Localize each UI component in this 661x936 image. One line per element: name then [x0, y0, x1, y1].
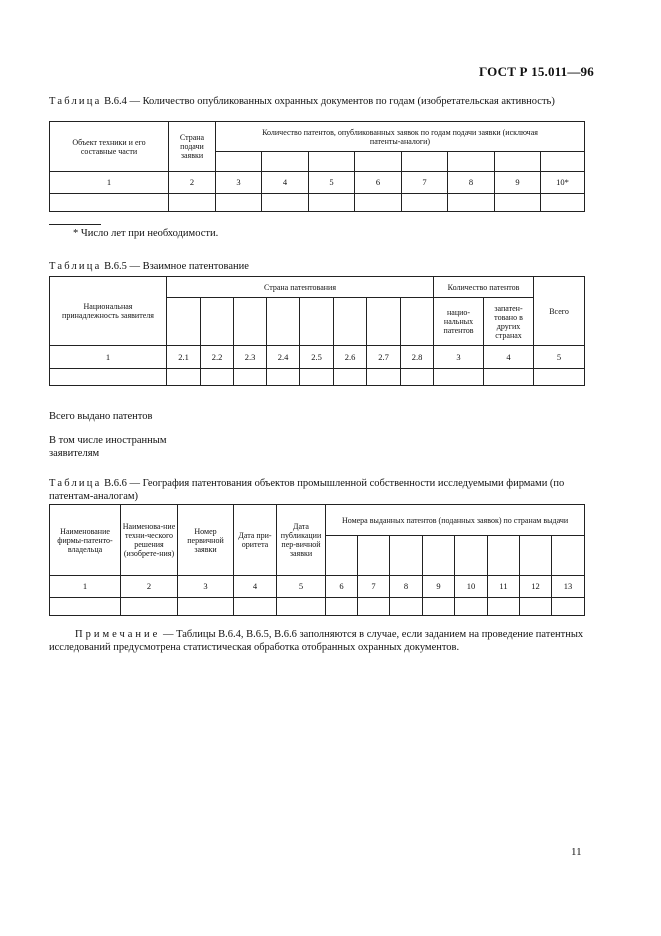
table1-caption	[49, 96, 589, 109]
foreign-line-2: заявителям	[49, 447, 100, 459]
col-number: 10	[455, 576, 488, 598]
col-number: 2.3	[234, 346, 267, 369]
data-cell	[121, 598, 178, 616]
country-cell	[552, 536, 585, 576]
country-cell	[488, 536, 520, 576]
data-cell	[216, 194, 262, 212]
year-cell	[216, 152, 262, 172]
data-cell	[201, 369, 234, 386]
col-number: 8	[390, 576, 423, 598]
col-number: 9	[423, 576, 455, 598]
col-number: 5	[309, 172, 355, 194]
caption-text: В.6.4 — Количество опубликованных охранных документов по годам (изобретательская активность)	[104, 96, 555, 107]
data-cell	[50, 598, 121, 616]
table2-caption	[49, 261, 589, 274]
col-number: 6	[326, 576, 358, 598]
data-cell	[390, 598, 423, 616]
country-cell	[520, 536, 552, 576]
data-cell	[520, 598, 552, 616]
col-number: 2.2	[201, 346, 234, 369]
caption-text: В.6.5 — Взаимное патентование	[104, 261, 249, 272]
data-cell	[234, 369, 267, 386]
caption-word: Таблица	[49, 261, 102, 272]
total-issued-label: Всего выдано патентов	[49, 411, 153, 422]
data-cell	[434, 369, 484, 386]
col-number: 13	[552, 576, 585, 598]
page-number: 11	[571, 846, 582, 858]
country-cell	[401, 298, 434, 346]
data-cell	[178, 598, 234, 616]
data-cell	[355, 194, 402, 212]
country-cell	[326, 536, 358, 576]
col-number: 4	[262, 172, 309, 194]
year-cell	[355, 152, 402, 172]
col-number: 5	[277, 576, 326, 598]
table2	[49, 276, 585, 386]
data-cell	[488, 598, 520, 616]
col-count-header: Количество патентов, опубликованных заявок по годам подачи заявки (исключая патенты-аналоги)	[216, 122, 585, 152]
country-cell	[334, 298, 367, 346]
note-label: Примечание	[75, 629, 161, 640]
data-cell	[167, 369, 201, 386]
col-number: 3	[178, 576, 234, 598]
data-cell	[277, 598, 326, 616]
data-cell	[401, 369, 434, 386]
data-cell	[402, 194, 448, 212]
note-text: — Таблицы В.6.4, В.6.5, В.6.6 заполняются в случае, если заданием на проведение патентных исследований предусмотрена статистическая обработка отобранных охранных документов.	[49, 629, 584, 653]
data-cell	[267, 369, 300, 386]
country-cell	[267, 298, 300, 346]
table1-footnote: * Число лет при необходимости.	[73, 228, 219, 239]
data-cell	[484, 369, 534, 386]
footnote-separator	[49, 224, 101, 225]
data-cell	[326, 598, 358, 616]
data-cell	[300, 369, 334, 386]
data-cell	[367, 369, 401, 386]
col-number: 2	[169, 172, 216, 194]
col-number: 2.8	[401, 346, 434, 369]
data-cell	[552, 598, 585, 616]
col-number: 6	[355, 172, 402, 194]
col-count-header: Количество патентов	[434, 277, 534, 298]
country-cell	[455, 536, 488, 576]
data-cell	[309, 194, 355, 212]
country-cell	[300, 298, 334, 346]
col-number: 1	[50, 576, 121, 598]
foreign-applicants-label	[49, 435, 166, 460]
country-cell	[358, 536, 390, 576]
col-number: 10*	[541, 172, 585, 194]
col-firm-header: Наименование фирмы-патенто-владельца	[50, 505, 121, 576]
data-cell	[358, 598, 390, 616]
caption-text: В.6.6 — География патентования объектов промышленной собственности исследуемыми фирмами (по патентам-аналогам)	[49, 478, 565, 502]
data-cell	[169, 194, 216, 212]
col-number: 2	[121, 576, 178, 598]
col-country-header: Страна патентования	[167, 277, 434, 298]
col-number: 5	[534, 346, 585, 369]
year-cell	[402, 152, 448, 172]
country-cell	[423, 536, 455, 576]
year-cell	[262, 152, 309, 172]
col-number: 2.1	[167, 346, 201, 369]
data-cell	[262, 194, 309, 212]
col-total-header: Всего	[534, 277, 585, 346]
col-number: 2.7	[367, 346, 401, 369]
col-solution-header: Наименова-ние техни-ческого решения (изобрете-ния)	[121, 505, 178, 576]
country-cell	[167, 298, 201, 346]
col-number: 7	[358, 576, 390, 598]
col-number: 2.4	[267, 346, 300, 369]
col-primary-header: Номер первичной заявки	[178, 505, 234, 576]
data-cell	[50, 369, 167, 386]
caption-word: Таблица	[49, 478, 102, 489]
col-national-header: нацио-нальных патентов	[434, 298, 484, 346]
caption-word: Таблица	[49, 96, 102, 107]
col-number: 9	[495, 172, 541, 194]
col-number: 2.6	[334, 346, 367, 369]
col-foreign-header: запатен-товано в других странах	[484, 298, 534, 346]
col-number: 4	[484, 346, 534, 369]
col-object-header: Объект техники и его составные части	[50, 122, 169, 172]
col-number: 11	[488, 576, 520, 598]
col-number: 7	[402, 172, 448, 194]
data-cell	[234, 598, 277, 616]
col-publication-header: Дата публикации пер-вичной заявки	[277, 505, 326, 576]
year-cell	[448, 152, 495, 172]
table3-caption	[49, 478, 589, 503]
col-number: 1	[50, 346, 167, 369]
col-number: 8	[448, 172, 495, 194]
country-cell	[201, 298, 234, 346]
col-number: 3	[434, 346, 484, 369]
data-cell	[541, 194, 585, 212]
col-number: 2.5	[300, 346, 334, 369]
country-cell	[367, 298, 401, 346]
table1	[49, 121, 585, 212]
standard-designation: ГОСТ Р 15.011—96	[479, 64, 594, 79]
year-cell	[495, 152, 541, 172]
data-cell	[334, 369, 367, 386]
foreign-line-1: В том числе иностранным	[49, 435, 167, 446]
col-nationality-header: Национальная принадлежность заявителя	[50, 277, 167, 346]
data-cell	[455, 598, 488, 616]
table3	[49, 504, 585, 616]
data-cell	[423, 598, 455, 616]
col-number: 3	[216, 172, 262, 194]
data-cell	[495, 194, 541, 212]
country-cell	[390, 536, 423, 576]
country-cell	[234, 298, 267, 346]
year-cell	[309, 152, 355, 172]
col-number: 12	[520, 576, 552, 598]
col-country-header: Страна подачи заявки	[169, 122, 216, 172]
col-priority-header: Дата при-оритета	[234, 505, 277, 576]
data-cell	[50, 194, 169, 212]
table-note	[49, 628, 585, 654]
col-number: 1	[50, 172, 169, 194]
col-numbers-header: Номера выданных патентов (поданных заявок) по странам выдачи	[326, 505, 585, 536]
year-cell	[541, 152, 585, 172]
data-cell	[448, 194, 495, 212]
data-cell	[534, 369, 585, 386]
col-number: 4	[234, 576, 277, 598]
